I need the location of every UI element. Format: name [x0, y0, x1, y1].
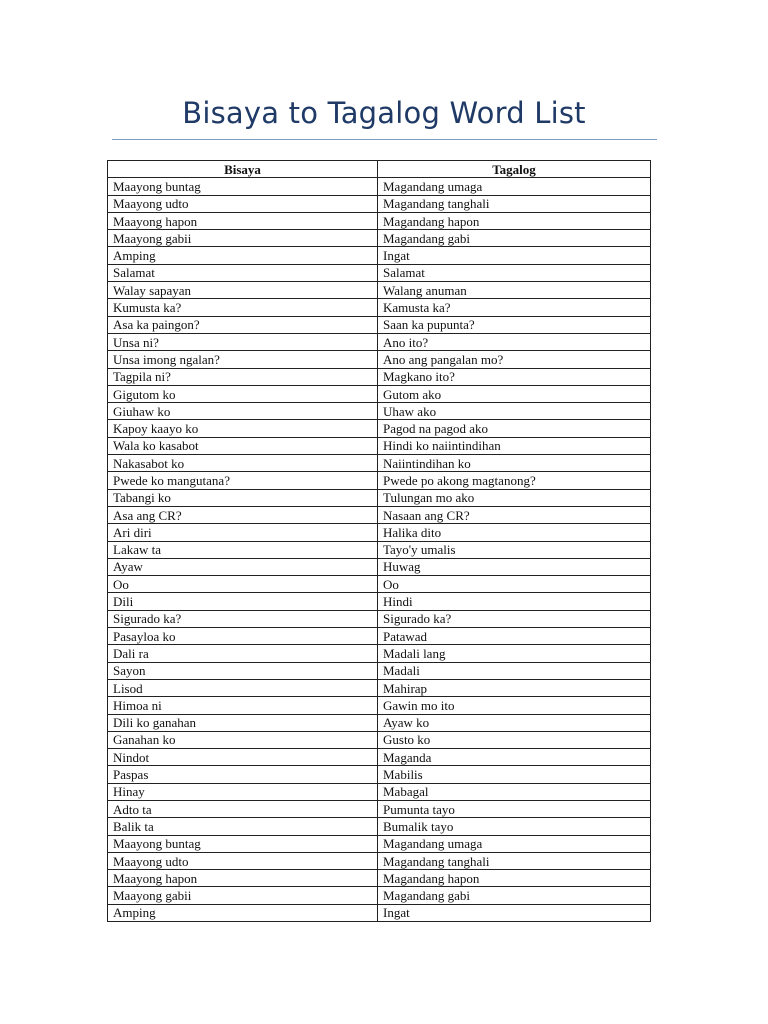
tagalog-cell: Uhaw ako — [378, 403, 651, 420]
bisaya-cell: Himoa ni — [108, 697, 378, 714]
tagalog-cell: Tulungan mo ako — [378, 489, 651, 506]
tagalog-cell: Magandang hapon — [378, 870, 651, 887]
table-row — [108, 766, 651, 783]
bisaya-cell: Maayong hapon — [108, 212, 378, 229]
bisaya-cell: Dili ko ganahan — [108, 714, 378, 731]
tagalog-cell: Gusto ko — [378, 731, 651, 748]
table-row — [108, 697, 651, 714]
table-row — [108, 714, 651, 731]
tagalog-cell: Naiintindihan ko — [378, 455, 651, 472]
table-row — [108, 247, 651, 264]
tagalog-cell: Madali — [378, 662, 651, 679]
table-row — [108, 455, 651, 472]
bisaya-cell: Amping — [108, 247, 378, 264]
bisaya-cell: Maayong hapon — [108, 870, 378, 887]
bisaya-cell: Ari diri — [108, 524, 378, 541]
tagalog-cell: Magandang tanghali — [378, 195, 651, 212]
table-row — [108, 351, 651, 368]
tagalog-cell: Kamusta ka? — [378, 299, 651, 316]
tagalog-cell: Magandang umaga — [378, 835, 651, 852]
table-row — [108, 558, 651, 575]
tagalog-cell: Tayo'y umalis — [378, 541, 651, 558]
tagalog-cell: Mahirap — [378, 679, 651, 696]
tagalog-cell: Magandang tanghali — [378, 852, 651, 869]
bisaya-cell: Pasayloa ko — [108, 628, 378, 645]
table-row — [108, 212, 651, 229]
tagalog-cell: Mabagal — [378, 783, 651, 800]
table-row — [108, 645, 651, 662]
bisaya-cell: Paspas — [108, 766, 378, 783]
table-row — [108, 593, 651, 610]
table-row — [108, 316, 651, 333]
table-row — [108, 852, 651, 869]
tagalog-cell: Magandang gabi — [378, 887, 651, 904]
bisaya-cell: Nakasabot ko — [108, 455, 378, 472]
bisaya-cell: Maayong udto — [108, 195, 378, 212]
tagalog-cell: Magandang umaga — [378, 178, 651, 195]
table-row — [108, 524, 651, 541]
bisaya-cell: Hinay — [108, 783, 378, 800]
table-row — [108, 662, 651, 679]
tagalog-cell: Halika dito — [378, 524, 651, 541]
tagalog-cell: Madali lang — [378, 645, 651, 662]
table-row — [108, 299, 651, 316]
bisaya-cell: Sigurado ka? — [108, 610, 378, 627]
tagalog-cell: Bumalik tayo — [378, 818, 651, 835]
bisaya-cell: Maayong buntag — [108, 178, 378, 195]
bisaya-cell: Unsa ni? — [108, 333, 378, 350]
tagalog-cell: Gawin mo ito — [378, 697, 651, 714]
table-row — [108, 887, 651, 904]
table-header-row — [108, 161, 651, 178]
bisaya-cell: Maayong buntag — [108, 835, 378, 852]
tagalog-cell: Gutom ako — [378, 385, 651, 402]
bisaya-cell: Amping — [108, 904, 378, 921]
table-row — [108, 264, 651, 281]
bisaya-cell: Ganahan ko — [108, 731, 378, 748]
bisaya-cell: Lisod — [108, 679, 378, 696]
tagalog-cell: Magkano ito? — [378, 368, 651, 385]
table-row — [108, 333, 651, 350]
table-row — [108, 420, 651, 437]
tagalog-cell: Saan ka pupunta? — [378, 316, 651, 333]
bisaya-cell: Maayong gabii — [108, 887, 378, 904]
tagalog-cell: Ano ang pangalan mo? — [378, 351, 651, 368]
tagalog-cell: Ingat — [378, 247, 651, 264]
bisaya-cell: Salamat — [108, 264, 378, 281]
bisaya-cell: Pwede ko mangutana? — [108, 472, 378, 489]
tagalog-cell: Huwag — [378, 558, 651, 575]
bisaya-cell: Unsa imong ngalan? — [108, 351, 378, 368]
table-row — [108, 576, 651, 593]
bisaya-cell: Giuhaw ko — [108, 403, 378, 420]
column-header-tagalog: Tagalog — [378, 161, 651, 178]
table-row — [108, 195, 651, 212]
table-row — [108, 835, 651, 852]
table-row — [108, 506, 651, 523]
bisaya-cell: Nindot — [108, 749, 378, 766]
table-row — [108, 783, 651, 800]
table-row — [108, 541, 651, 558]
table-row — [108, 403, 651, 420]
bisaya-cell: Gigutom ko — [108, 385, 378, 402]
table-row — [108, 178, 651, 195]
table-row — [108, 230, 651, 247]
tagalog-cell: Hindi — [378, 593, 651, 610]
bisaya-cell: Dili — [108, 593, 378, 610]
tagalog-cell: Mabilis — [378, 766, 651, 783]
table-row — [108, 904, 651, 921]
tagalog-cell: Ano ito? — [378, 333, 651, 350]
bisaya-cell: Kumusta ka? — [108, 299, 378, 316]
bisaya-cell: Maayong gabii — [108, 230, 378, 247]
table-row — [108, 437, 651, 454]
bisaya-cell: Tabangi ko — [108, 489, 378, 506]
tagalog-cell: Pumunta tayo — [378, 800, 651, 817]
bisaya-cell: Maayong udto — [108, 852, 378, 869]
tagalog-cell: Salamat — [378, 264, 651, 281]
table-row — [108, 628, 651, 645]
tagalog-cell: Pwede po akong magtanong? — [378, 472, 651, 489]
tagalog-cell: Walang anuman — [378, 282, 651, 299]
bisaya-cell: Walay sapayan — [108, 282, 378, 299]
bisaya-cell: Lakaw ta — [108, 541, 378, 558]
tagalog-cell: Sigurado ka? — [378, 610, 651, 627]
bisaya-cell: Sayon — [108, 662, 378, 679]
table-row — [108, 385, 651, 402]
tagalog-cell: Ayaw ko — [378, 714, 651, 731]
tagalog-cell: Pagod na pagod ako — [378, 420, 651, 437]
table-row — [108, 749, 651, 766]
table-body — [108, 178, 651, 922]
table-row — [108, 800, 651, 817]
tagalog-cell: Oo — [378, 576, 651, 593]
table-row — [108, 818, 651, 835]
tagalog-cell: Magandang hapon — [378, 212, 651, 229]
table-row — [108, 679, 651, 696]
tagalog-cell: Hindi ko naiintindihan — [378, 437, 651, 454]
table-row — [108, 489, 651, 506]
bisaya-cell: Kapoy kaayo ko — [108, 420, 378, 437]
word-list-table — [107, 160, 651, 922]
tagalog-cell: Nasaan ang CR? — [378, 506, 651, 523]
table-row — [108, 472, 651, 489]
bisaya-cell: Balik ta — [108, 818, 378, 835]
table-row — [108, 731, 651, 748]
bisaya-cell: Asa ang CR? — [108, 506, 378, 523]
column-header-bisaya: Bisaya — [108, 161, 378, 178]
table-row — [108, 610, 651, 627]
bisaya-cell: Wala ko kasabot — [108, 437, 378, 454]
bisaya-cell: Dali ra — [108, 645, 378, 662]
bisaya-cell: Ayaw — [108, 558, 378, 575]
table-row — [108, 368, 651, 385]
title-underline — [112, 139, 657, 140]
tagalog-cell: Patawad — [378, 628, 651, 645]
table-row — [108, 870, 651, 887]
tagalog-cell: Maganda — [378, 749, 651, 766]
document-title: Bisaya to Tagalog Word List — [182, 96, 586, 130]
table-row — [108, 282, 651, 299]
bisaya-cell: Adto ta — [108, 800, 378, 817]
bisaya-cell: Oo — [108, 576, 378, 593]
bisaya-cell: Asa ka paingon? — [108, 316, 378, 333]
tagalog-cell: Ingat — [378, 904, 651, 921]
tagalog-cell: Magandang gabi — [378, 230, 651, 247]
bisaya-cell: Tagpila ni? — [108, 368, 378, 385]
